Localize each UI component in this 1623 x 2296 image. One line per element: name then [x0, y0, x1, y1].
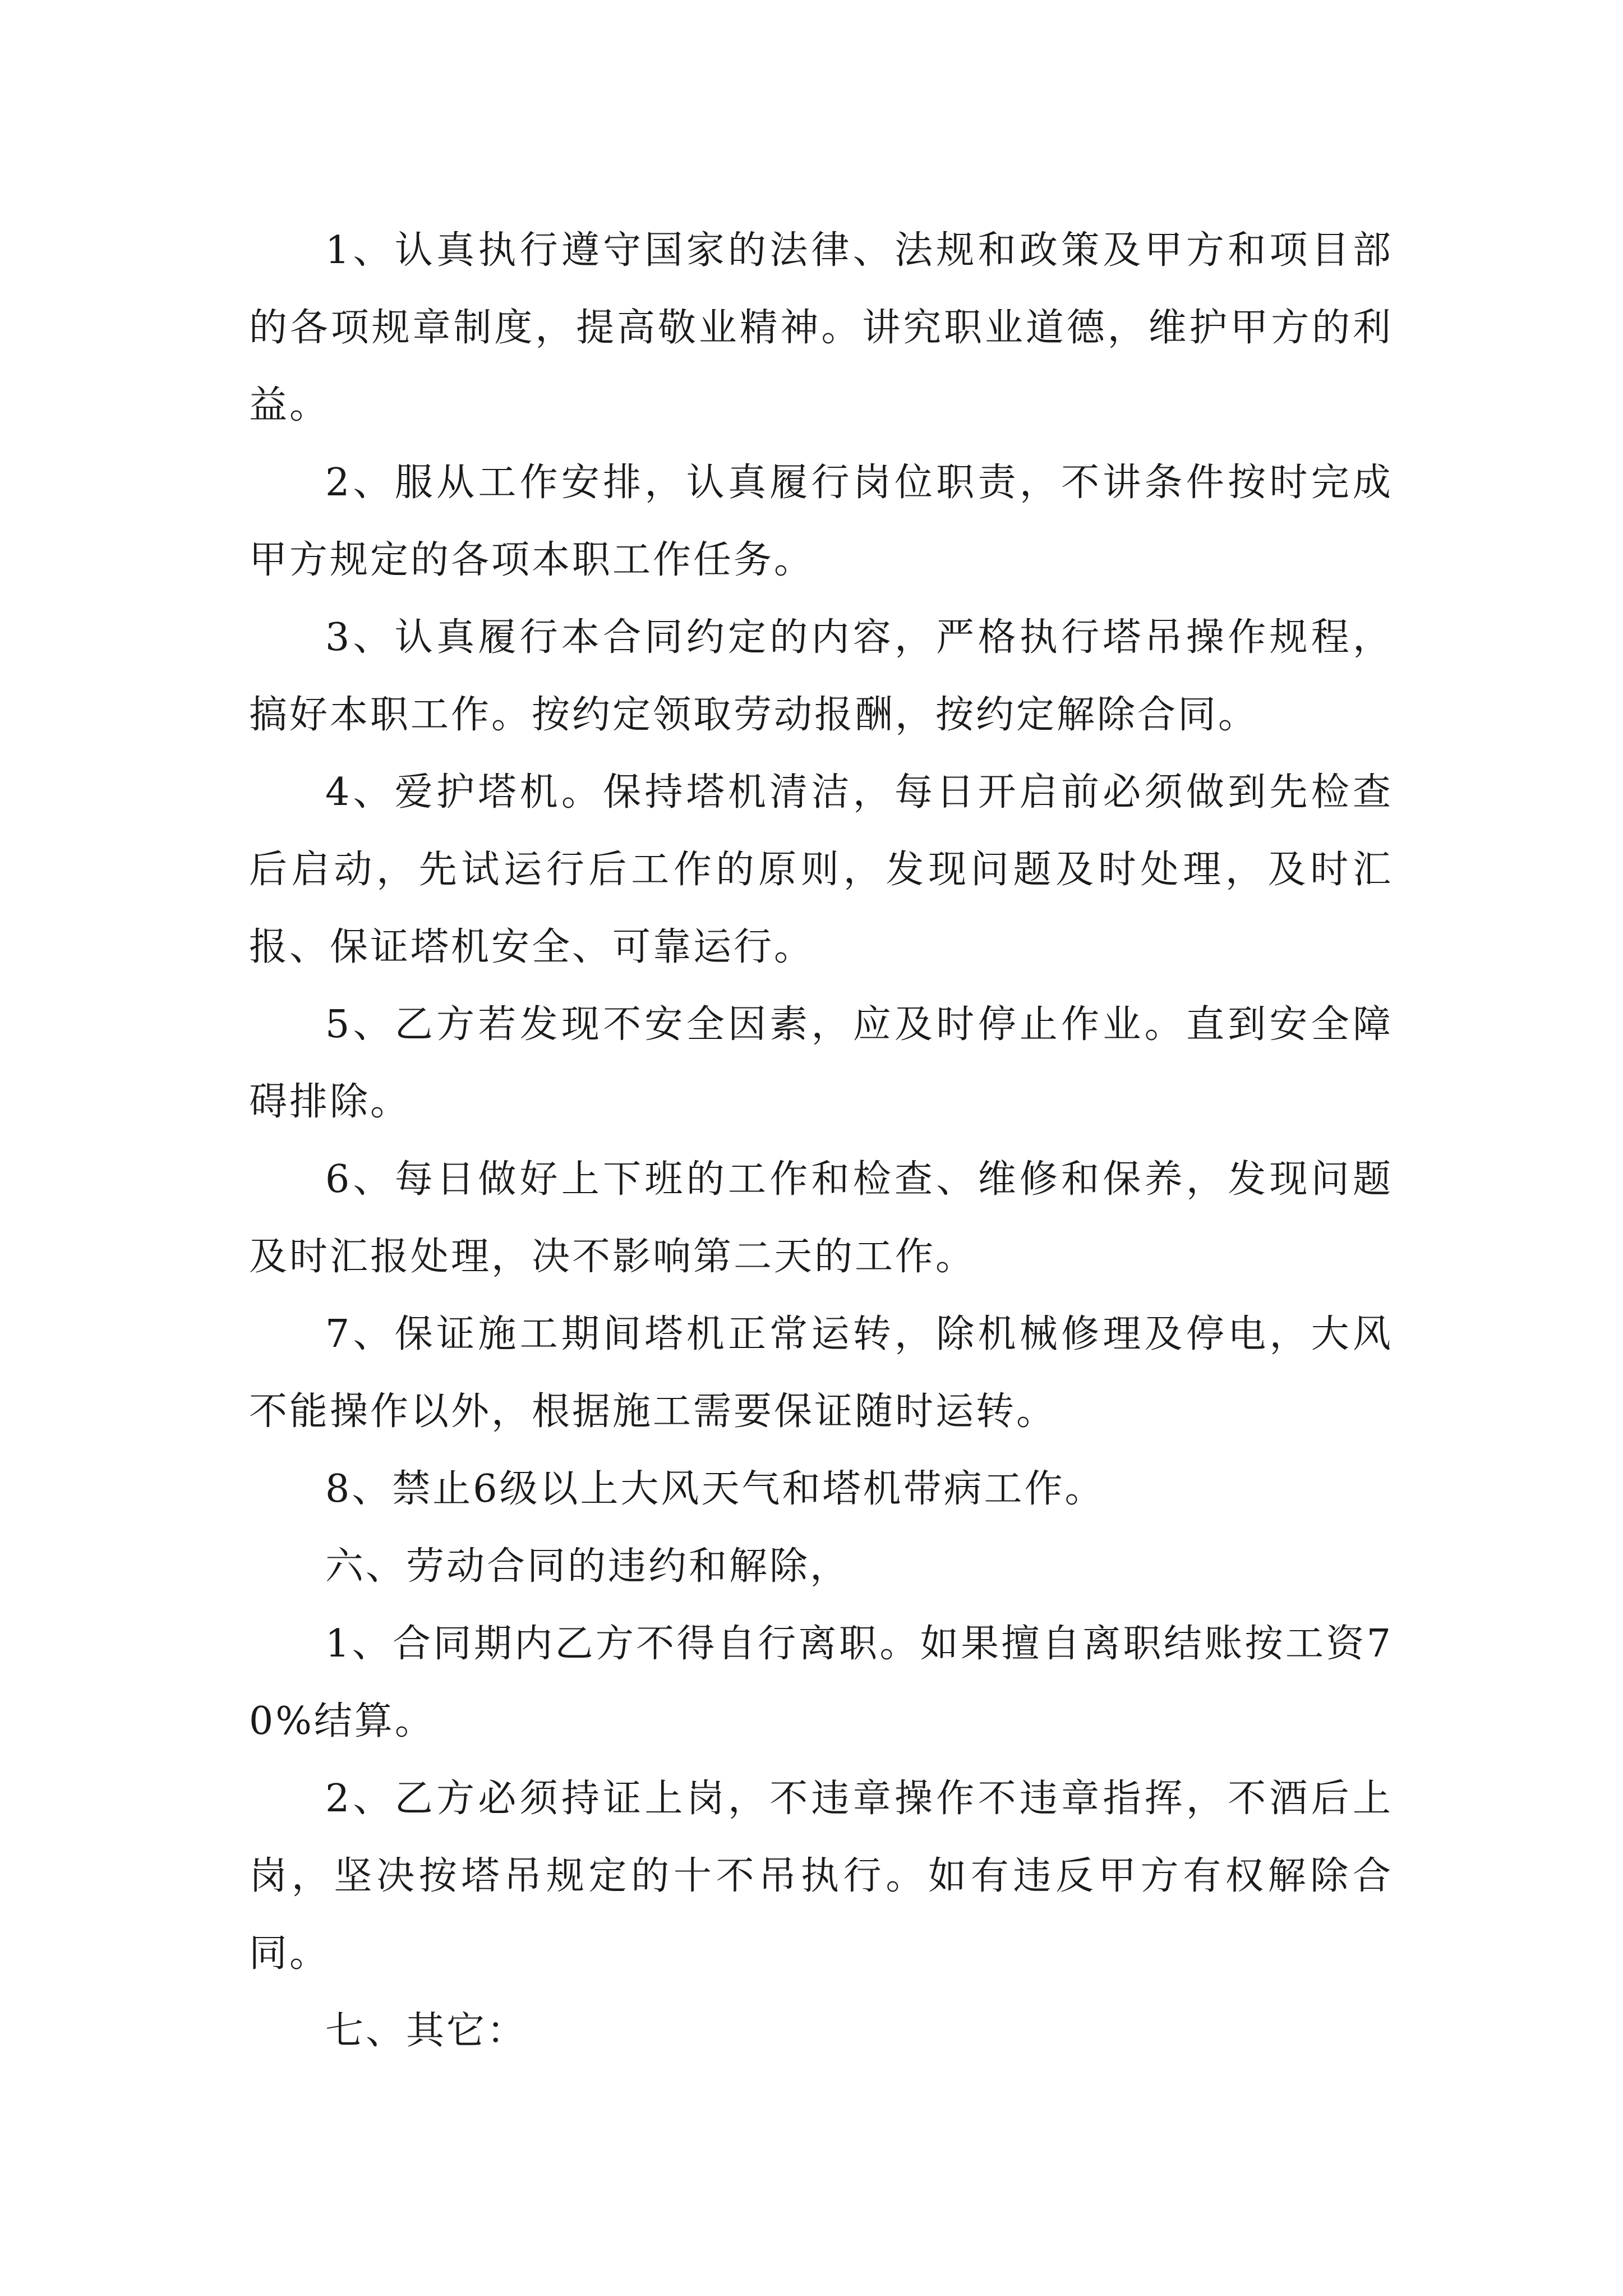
paragraph-termination-1: 1、合同期内乙方不得自行离职。如果擅自离职结账按工资70%结算。 — [249, 1622, 1393, 1743]
document-body — [249, 212, 1393, 2070]
paragraph-duty-5: 5、乙方若发现不安全因素，应及时停止作业。直到安全障碍排除。 — [249, 1002, 1393, 1124]
paragraph-duty-4: 4、爱护塔机。保持塔机清洁，每日开启前必须做到先检查后启动，先试运行后工作的原则，发现问题及时处理，及时汇报、保证塔机安全、可靠运行。 — [249, 770, 1393, 969]
section-heading-other: 七、其它： — [325, 2009, 528, 2053]
paragraph-duty-2: 2、服从工作安排，认真履行岗位职责，不讲条件按时完成甲方规定的各项本职工作任务。 — [249, 461, 1393, 582]
section-heading-breach-termination: 六、劳动合同的违约和解除， — [325, 1544, 851, 1589]
paragraph-duty-6: 6、每日做好上下班的工作和检查、维修和保养，发现问题及时汇报处理，决不影响第二天的工作。 — [249, 1157, 1393, 1279]
paragraph-termination-2: 2、乙方必须持证上岗，不违章操作不违章指挥，不酒后上岗，坚决按塔吊规定的十不吊执行。如有违反甲方有权解除合同。 — [249, 1777, 1393, 1976]
paragraph-duty-3: 3、认真履行本合同约定的内容，严格执行塔吊操作规程，搞好本职工作。按约定领取劳动报酬，按约定解除合同。 — [249, 615, 1393, 737]
paragraph-duty-7: 7、保证施工期间塔机正常运转，除机械修理及停电，大风不能操作以外，根据施工需要保证随时运转。 — [249, 1312, 1393, 1434]
paragraph-duty-1: 1、认真执行遵守国家的法律、法规和政策及甲方和项目部的各项规章制度，提高敬业精神。讲究职业道德，维护甲方的利益。 — [249, 228, 1393, 427]
paragraph-duty-8: 8、禁止6级以上大风天气和塔机带病工作。 — [325, 1467, 1105, 1511]
